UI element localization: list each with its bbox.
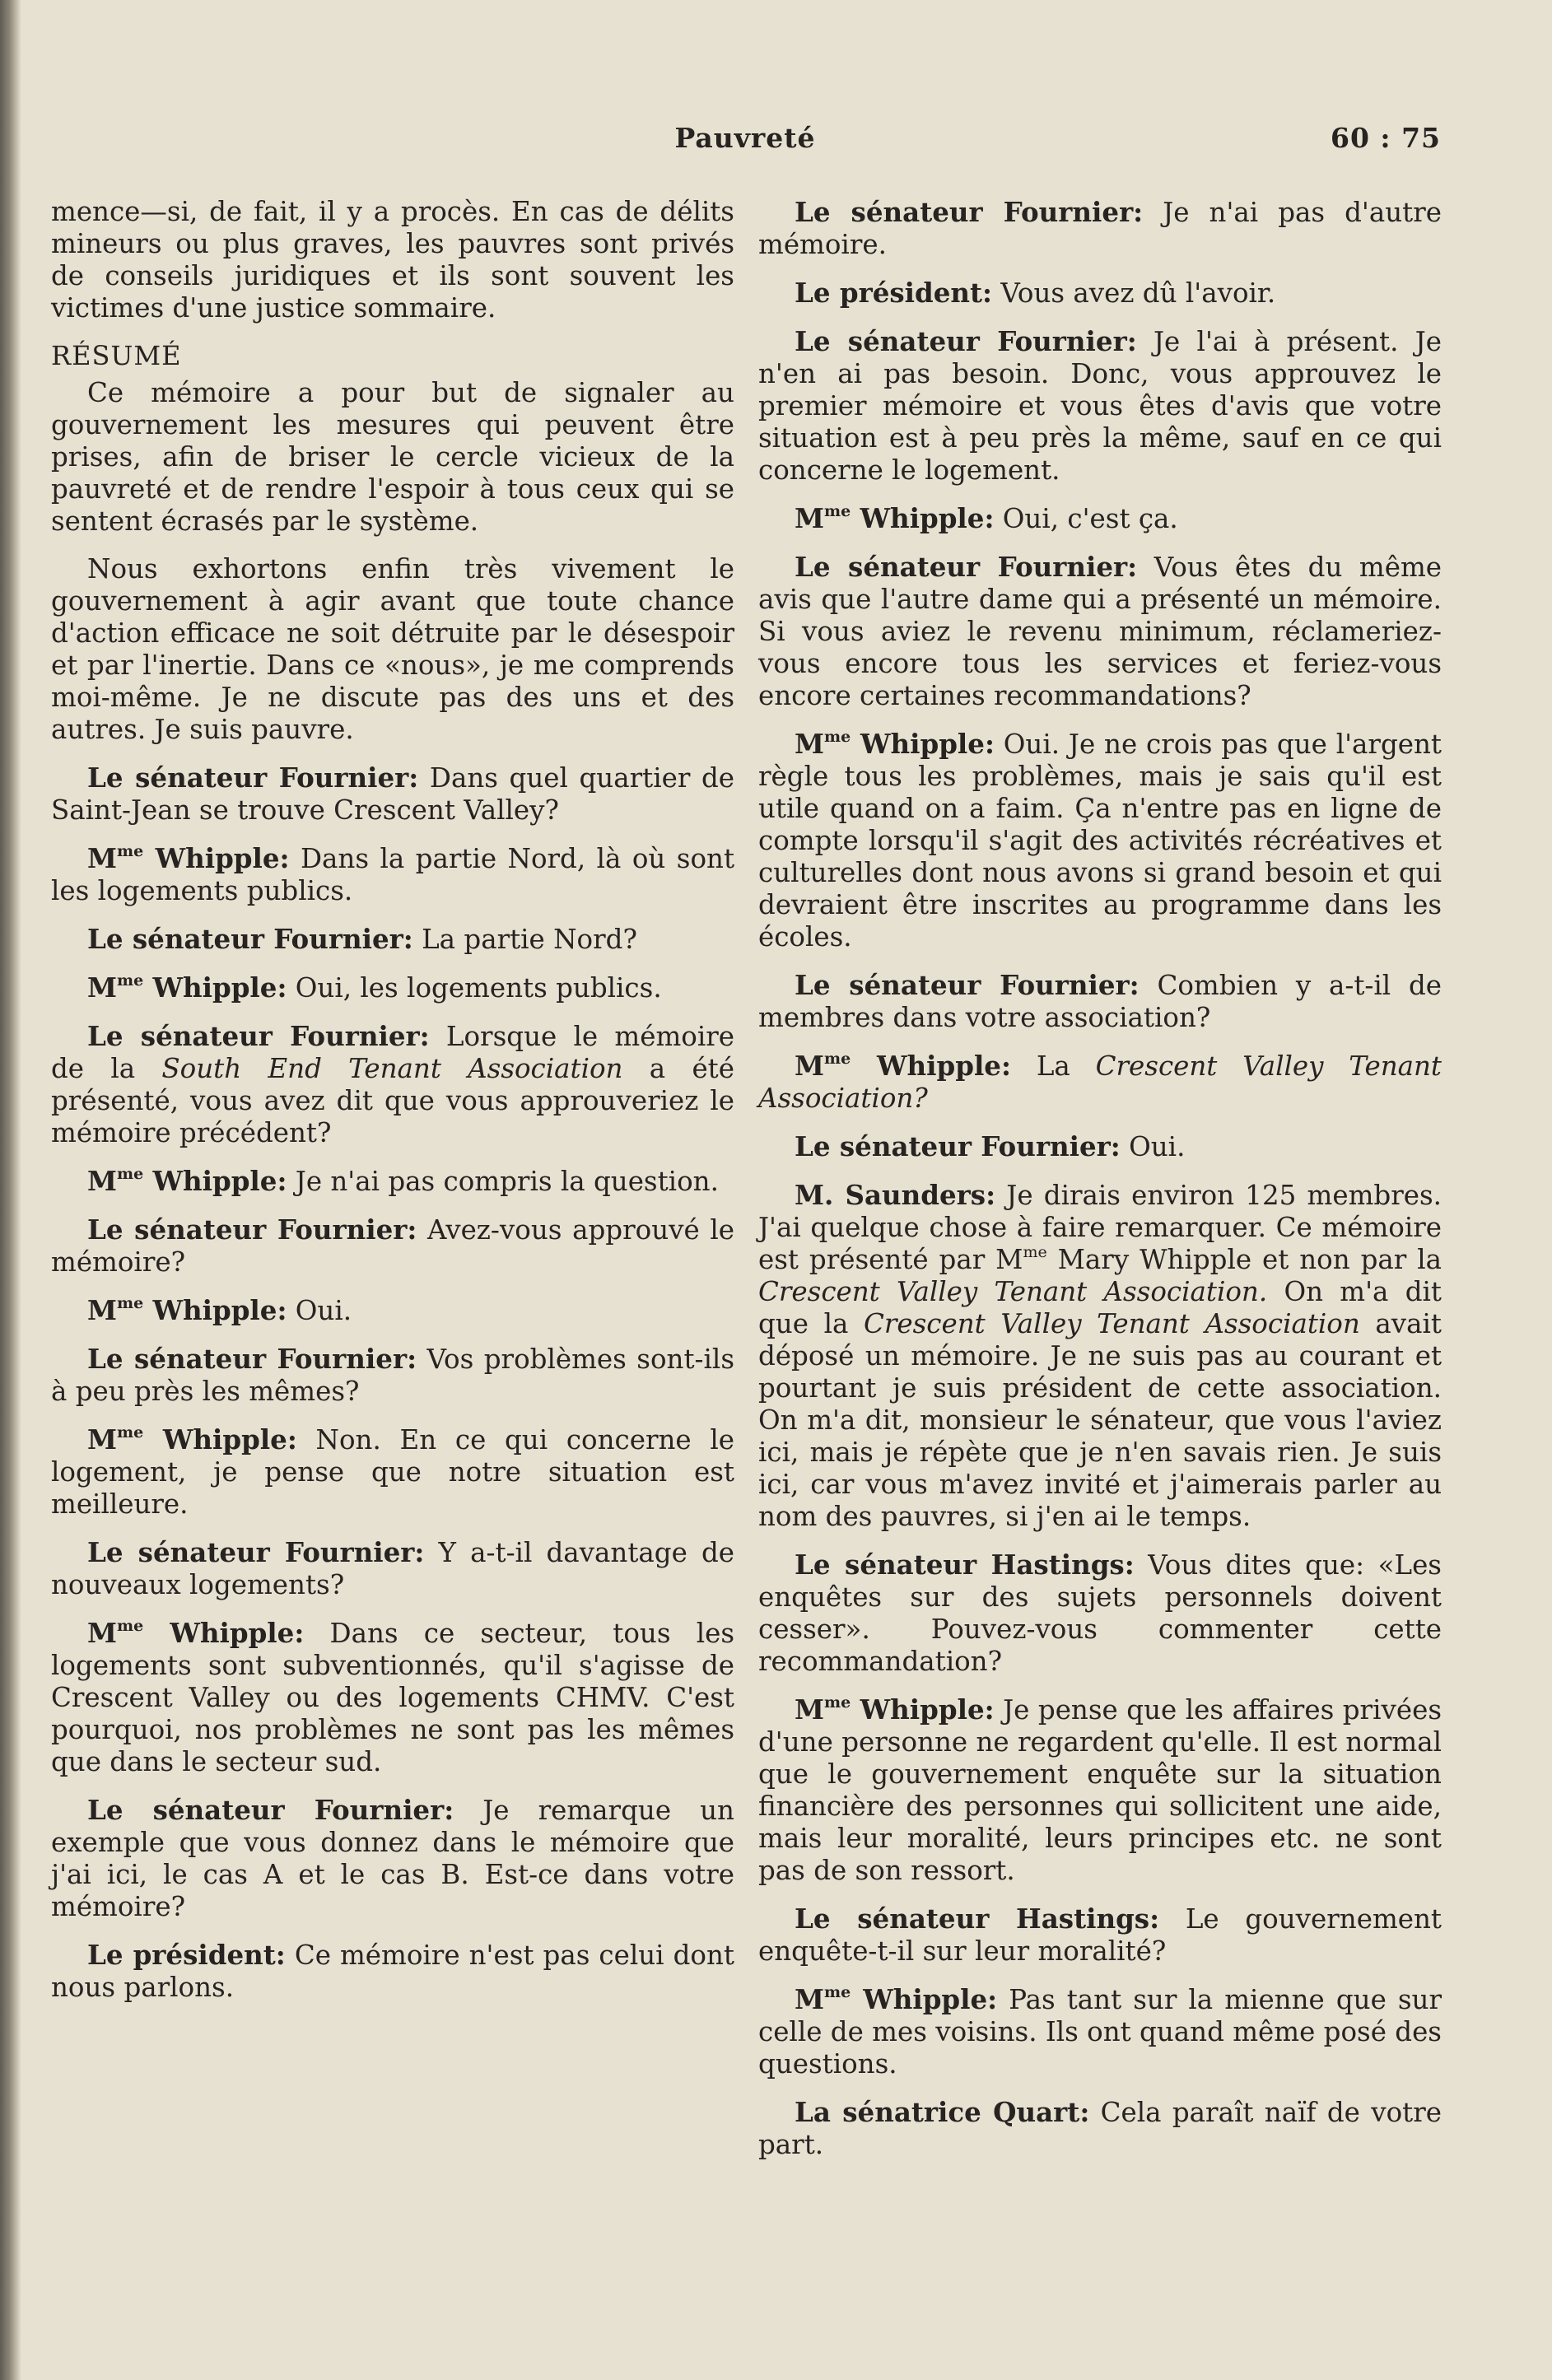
testimony-text: Je remarque un exemple que vous donnez dans le mémoire que j'ai ici, le cas A et le cas B. Est-ce dans votre mémoire? [51, 1795, 734, 1922]
testimony-text: La partie Nord? [412, 924, 637, 955]
testimony-text: La Crescent Valley Tenant Association? [758, 1050, 1442, 1114]
speaker-name: Le président: [795, 277, 993, 309]
speaker-name: Le sénateur Fournier: [87, 762, 419, 794]
testimony-text: Oui, les logements publics. [287, 972, 662, 1004]
testimony-text: Avez-vous approuvé le mémoire? [51, 1214, 734, 1278]
testimony-entry [758, 1179, 1442, 1533]
testimony-entry [758, 2096, 1442, 2161]
book-spine-shadow [0, 0, 21, 2380]
testimony-text: Je n'ai pas compris la question. [287, 1166, 719, 1197]
testimony-entry [51, 1939, 734, 2004]
paragraph: Ce mémoire a pour but de signaler au gouvernement les mesures qui peuvent être prises, afin de briser le cercle vicieux de la pauvreté et de rendre l'espoir à tous ceux qui se sentent écrasés par le système. [51, 377, 734, 537]
speaker-name: Le sénateur Fournier: [795, 551, 1138, 583]
testimony-text: Cela paraît naïf de votre part. [758, 2097, 1442, 2160]
testimony-entry [758, 502, 1442, 535]
speaker-name: Le sénateur Fournier: [87, 1020, 430, 1052]
speaker-name: $M^{me}$ Whipple: [795, 1693, 995, 1726]
testimony-entry [758, 728, 1442, 953]
speaker-name: $M^{me}$ Whipple: [795, 502, 995, 534]
page-number: 60 : 75 [1330, 122, 1441, 154]
testimony-text: Vous êtes du même avis que l'autre dame qui a présenté un mémoire. Si vous aviez le revenu minimum, réclameriez-vous encore tous les services et feriez-vous encore certaines recommandations? [758, 552, 1442, 711]
speaker-name: Le sénateur Fournier: [795, 969, 1140, 1001]
running-header [49, 122, 1441, 158]
speaker-name: $M^{me}$ Whipple: [87, 971, 287, 1004]
testimony-text: Oui, c'est ça. [994, 503, 1178, 534]
testimony-text: Lorsque le mémoire de la South End Tenant Association a été présenté, vous avez dit que vous approuveriez le mémoire précédent? [51, 1021, 734, 1148]
speaker-name: $M^{me}$ Whipple: [87, 1294, 287, 1326]
testimony-text: Vous dites que: «Les enquêtes sur des sujets personnels doivent cesser». Pouvez-vous commenter cette recommandation? [758, 1549, 1442, 1677]
speaker-name: Le sénateur Hastings: [795, 1903, 1160, 1935]
testimony-text: Non. En ce qui concerne le logement, je pense que notre situation est meilleure. [51, 1424, 735, 1520]
speaker-name: Le sénateur Fournier: [795, 196, 1144, 228]
speaker-name: $M^{me}$ Whipple: [795, 1050, 1011, 1082]
speaker-name: $M^{me}$ Whipple: [87, 1617, 305, 1649]
speaker-name: Le sénateur Fournier: [87, 1536, 425, 1568]
testimony-entry [51, 1536, 734, 1601]
testimony-entry [758, 1903, 1442, 1968]
testimony-entry [758, 325, 1442, 487]
testimony-text: Oui. [1120, 1131, 1186, 1162]
testimony-text: Oui. [287, 1295, 352, 1326]
testimony-entry [51, 762, 734, 827]
testimony-entry [51, 1617, 734, 1778]
testimony-entry [758, 196, 1442, 261]
testimony-entry [51, 971, 734, 1004]
speaker-name: Le sénateur Fournier: [795, 1130, 1121, 1162]
speaker-name: Le sénateur Fournier: [87, 1794, 454, 1826]
testimony-entry [758, 969, 1442, 1034]
paragraph: mence—si, de fait, il y a procès. En cas de délits mineurs ou plus graves, les pauvres sont privés de conseils juridiques et ils sont souvent les victimes d'une justice sommaire. [51, 196, 734, 324]
testimony-entry [51, 1294, 734, 1327]
testimony-text: Vous avez dû l'avoir. [992, 277, 1276, 309]
testimony-text: Dans quel quartier de Saint-Jean se trouve Crescent Valley? [51, 762, 734, 826]
testimony-text: Pas tant sur la mienne que sur celle de mes voisins. Ils ont quand même posé des questions. [758, 1984, 1442, 2080]
testimony-text: Je pense que les affaires privées d'une personne ne regardent qu'elle. Il est normal que le gouvernement enquête sur la situation financière des personnes qui sollicitent une aide, mais leur moralité, leurs principes etc. ne sont pas de son ressort. [758, 1694, 1442, 1886]
testimony-entry [51, 1794, 734, 1923]
testimony-text: Combien y a-t-il de membres dans votre association? [758, 970, 1442, 1033]
speaker-name: $M^{me}$ Whipple: [795, 1983, 998, 2015]
testimony-entry [758, 1050, 1442, 1115]
testimony-entry [51, 1020, 734, 1149]
speaker-name: $M^{me}$ Whipple: [87, 1423, 297, 1455]
testimony-entry [758, 1130, 1442, 1163]
left-column [51, 196, 734, 2019]
speaker-name: La sénatrice Quart: [795, 2096, 1090, 2128]
testimony-text: Dans ce secteur, tous les logements sont subventionnés, qu'il s'agisse de Crescent Valley ou des logements CHMV. C'est pourquoi, nos problèmes ne sont pas les mêmes que dans le secteur sud. [51, 1618, 735, 1777]
testimony-entry [51, 1213, 734, 1278]
testimony-text: Oui. Je ne crois pas que l'argent règle tous les problèmes, mais je sais qu'il est utile quand on a faim. Ça n'entre pas en ligne de compte lorsqu'il s'agit des activités récréatives et culturelles dont nous avons si grand besoin et qui devraient être inscrites au programme dans les écoles. [758, 729, 1442, 952]
speaker-name: Le président: [87, 1939, 286, 1971]
testimony-text: Je dirais environ 125 membres. J'ai quelque chose à faire remarquer. Ce mémoire est présenté par $M^{me}$ Mary Whipple et non par la Crescent Valley Tenant Association. On m'a dit que la Crescent Valley Tenant Association avait déposé un mémoire. Je ne suis pas au courant et pourtant je suis président de cette association. On m'a dit, monsieur le sénateur, que vous l'aviez ici, mais je répète que je n'en savais rien. Je suis ici, car vous m'avez invité et j'aimerais parler au nom des pauvres, si j'en ai le temps. [758, 1180, 1442, 1532]
speaker-name: Le sénateur Fournier: [87, 1343, 417, 1375]
testimony-entry [758, 277, 1442, 310]
testimony-entry [51, 1343, 734, 1408]
testimony-entry [758, 551, 1442, 712]
speaker-name: Le sénateur Fournier: [795, 325, 1137, 357]
speaker-name: $M^{me}$ Whipple: [87, 842, 290, 874]
testimony-entry [51, 1165, 734, 1198]
testimony-text: Ce mémoire n'est pas celui dont nous parlons. [51, 1940, 734, 2003]
testimony-text: Je n'ai pas d'autre mémoire. [758, 197, 1442, 260]
testimony-entry [51, 1423, 734, 1521]
paragraph: Nous exhortons enfin très vivement le gouvernement à agir avant que toute chance d'action efficace ne soit détruite par le désespoir et par l'inertie. Dans ce «nous», je me comprends moi-même. Je ne discute pas des uns et des autres. Je suis pauvre. [51, 553, 734, 745]
running-title: Pauvreté [674, 122, 816, 154]
testimony-entry [51, 842, 734, 907]
testimony-entry [51, 923, 734, 956]
testimony-text: Vos problèmes sont-ils à peu près les mêmes? [51, 1344, 734, 1407]
testimony-entry [758, 1549, 1442, 1678]
testimony-entry [758, 1693, 1442, 1887]
testimony-text: Le gouvernement enquête-t-il sur leur moralité? [758, 1903, 1442, 1967]
speaker-name: $M^{me}$ Whipple: [87, 1165, 287, 1197]
speaker-name: M. Saunders: [795, 1179, 996, 1211]
testimony-text: Y a-t-il davantage de nouveaux logements? [51, 1537, 735, 1600]
speaker-name: $M^{me}$ Whipple: [795, 728, 995, 760]
speaker-name: Le sénateur Hastings: [795, 1549, 1135, 1581]
testimony-text: Dans la partie Nord, là où sont les logements publics. [51, 843, 735, 906]
testimony-entry [758, 1983, 1442, 2080]
section-heading: RÉSUMÉ [51, 340, 182, 371]
right-column [758, 196, 1442, 2177]
testimony-text: Je l'ai à présent. Je n'en ai pas besoin. Donc, vous approuvez le premier mémoire et vous êtes d'avis que votre situation est à peu près la même, sauf en ce qui concerne le logement. [758, 326, 1442, 486]
speaker-name: Le sénateur Fournier: [87, 1213, 417, 1246]
speaker-name: Le sénateur Fournier: [87, 923, 413, 955]
